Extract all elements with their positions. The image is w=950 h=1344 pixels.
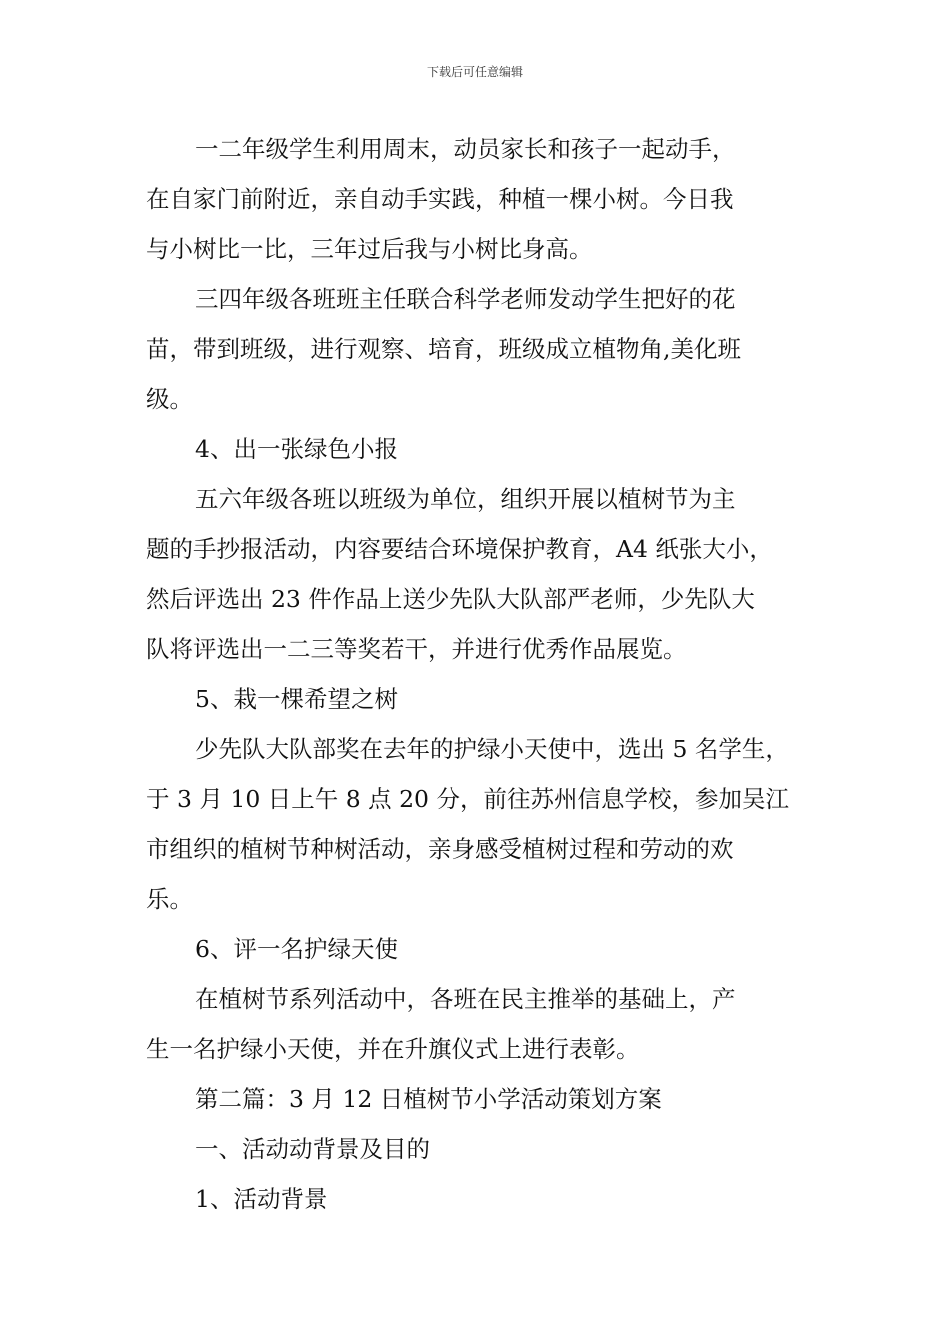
text-line: 生一名护绿小天使，并在升旗仪式上进行表彰。	[146, 1035, 640, 1063]
section-heading-tree-of-hope	[146, 674, 816, 724]
section-heading-background-purpose	[146, 1124, 816, 1174]
text-line: 4、出一张绿色小报	[195, 435, 398, 463]
text-line: 于 3 月 10 日上午 8 点 20 分，前往苏州信息学校，参加吴江	[146, 785, 789, 813]
text-line: 5、栽一棵希望之树	[195, 685, 398, 713]
text-line: 6、评一名护绿天使	[195, 935, 398, 963]
text-line: 与小树比一比，三年过后我与小树比身高。	[146, 235, 593, 263]
text-line: 三四年级各班班主任联合科学老师发动学生把好的花	[195, 285, 736, 313]
text-line: 五六年级各班以班级为单位，组织开展以植树节为主	[195, 485, 736, 513]
paragraph-green-angel-selection	[146, 974, 816, 1074]
text-line: 少先队大队部奖在去年的护绿小天使中，选出 5 名学生，	[195, 735, 789, 763]
text-line: 苗，带到班级，进行观察、培育，班级成立植物角,美化班	[146, 335, 741, 363]
text-line: 第二篇：3 月 12 日植树节小学活动策划方案	[195, 1085, 662, 1113]
text-line: 一、活动动背景及目的	[195, 1135, 430, 1163]
text-line: 在植树节系列活动中，各班在民主推举的基础上，产	[195, 985, 736, 1013]
page-header: 下载后可任意编辑	[426, 65, 523, 79]
text-line: 队将评选出一二三等奖若干，并进行优秀作品展览。	[146, 635, 687, 663]
text-line: 一二年级学生利用周末，动员家长和孩子一起动手，	[195, 135, 736, 163]
section-heading-activity-background	[146, 1174, 816, 1224]
text-line: 1、活动背景	[195, 1185, 328, 1213]
paragraph-plant-corner-grades-3-4	[146, 274, 816, 424]
text-line: 然后评选出 23 件作品上送少先队大队部严老师，少先队大	[146, 585, 755, 613]
text-line: 题的手抄报活动，内容要结合环境保护教育，A4 纸张大小，	[146, 535, 773, 563]
chapter-title-part-two	[146, 1074, 816, 1124]
text-line: 市组织的植树节种树活动，亲身感受植树过程和劳动的欢	[146, 835, 734, 863]
paragraph-tree-planting-trip	[146, 724, 816, 924]
section-heading-green-newspaper	[146, 424, 816, 474]
text-line: 乐。	[146, 885, 193, 913]
text-line: 级。	[146, 385, 193, 413]
document-body	[146, 124, 816, 1224]
section-heading-green-angel	[146, 924, 816, 974]
paragraph-tree-planting-grades-1-2	[146, 124, 816, 274]
paragraph-handwritten-newspaper	[146, 474, 816, 674]
text-line: 在自家门前附近，亲自动手实践，种植一棵小树。今日我	[146, 185, 734, 213]
